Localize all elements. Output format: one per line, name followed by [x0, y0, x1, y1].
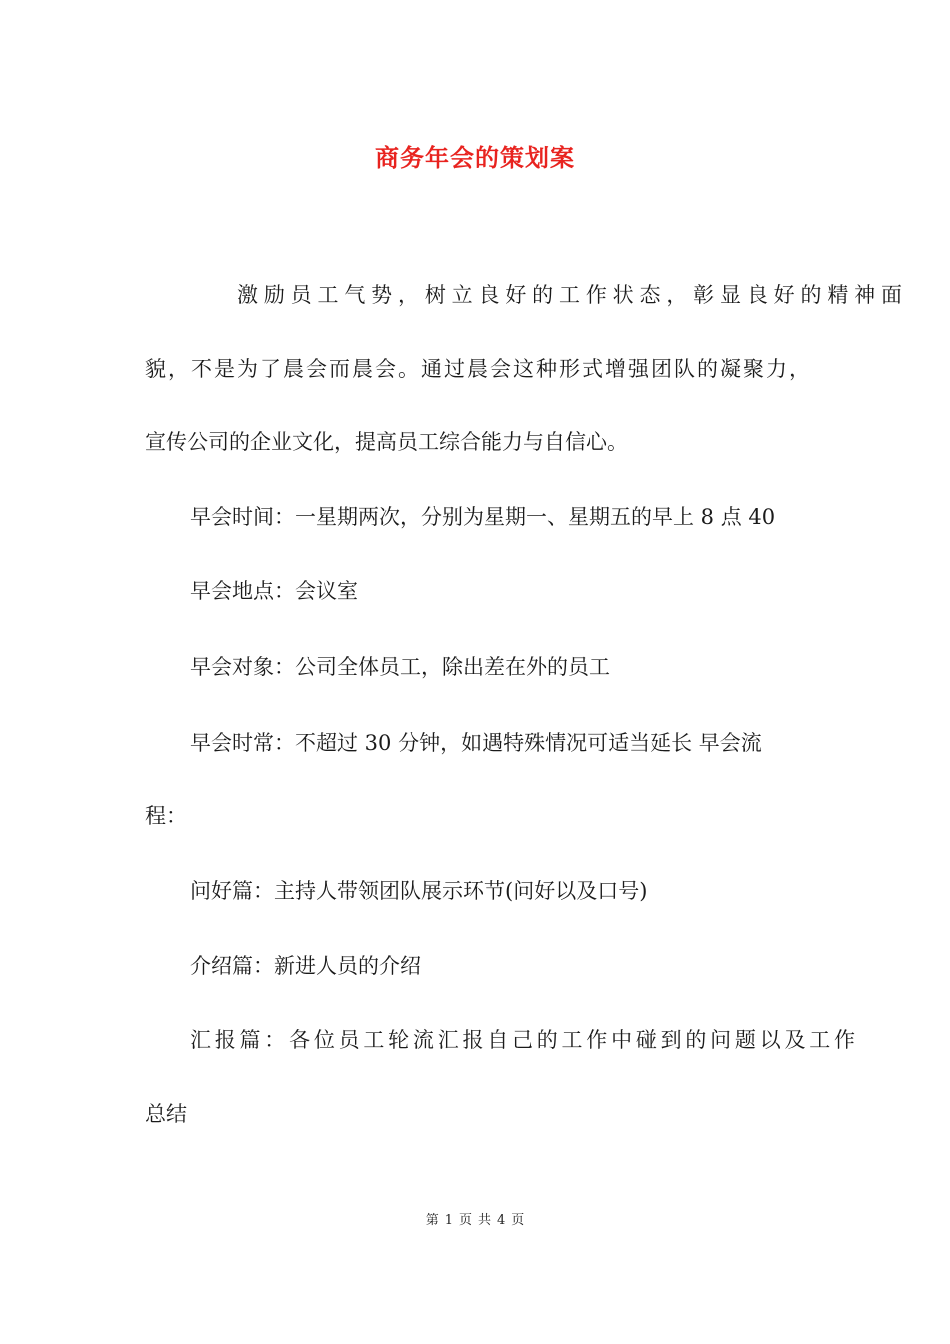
greeting-section-line: 问好篇：主持人带领团队展示环节(问好以及口号)	[190, 879, 648, 903]
meeting-audience-line: 早会对象：公司全体员工，除出差在外的员工	[190, 655, 610, 679]
meeting-time-line: 早会时间：一星期两次，分别为星期一、星期五的早上 8 点 40	[190, 505, 776, 529]
report-section-line: 汇报篇：各位员工轮流汇报自己的工作中碰到的问题以及工作	[190, 1028, 855, 1052]
footer-current-page: 1	[444, 1213, 453, 1228]
paragraph-line-2: 貌，不是为了晨会而晨会。通过晨会这种形式增强团队的凝聚力，	[145, 357, 810, 381]
meeting-duration-line: 早会时常：不超过 30 分钟，如遇特殊情况可适当延长 早会流	[190, 731, 762, 755]
footer-suffix: 页	[511, 1213, 525, 1228]
page-footer	[0, 1209, 950, 1228]
paragraph-line-1: 激励员工气势，树立良好的工作状态，彰显良好的精神面	[237, 283, 902, 307]
introduction-section-line: 介绍篇：新进人员的介绍	[190, 954, 421, 978]
report-section-line-cont: 总结	[145, 1102, 187, 1126]
footer-prefix: 第	[425, 1213, 439, 1228]
meeting-duration-line-cont: 程：	[145, 804, 187, 828]
paragraph-line-3: 宣传公司的企业文化，提高员工综合能力与自信心。	[145, 430, 628, 454]
footer-total-pages: 4	[497, 1213, 506, 1228]
document-title: 商务年会的策划案	[375, 144, 575, 172]
footer-total-word: 共	[478, 1213, 492, 1228]
meeting-location-line: 早会地点：会议室	[190, 579, 358, 603]
footer-page-word: 页	[458, 1213, 472, 1228]
